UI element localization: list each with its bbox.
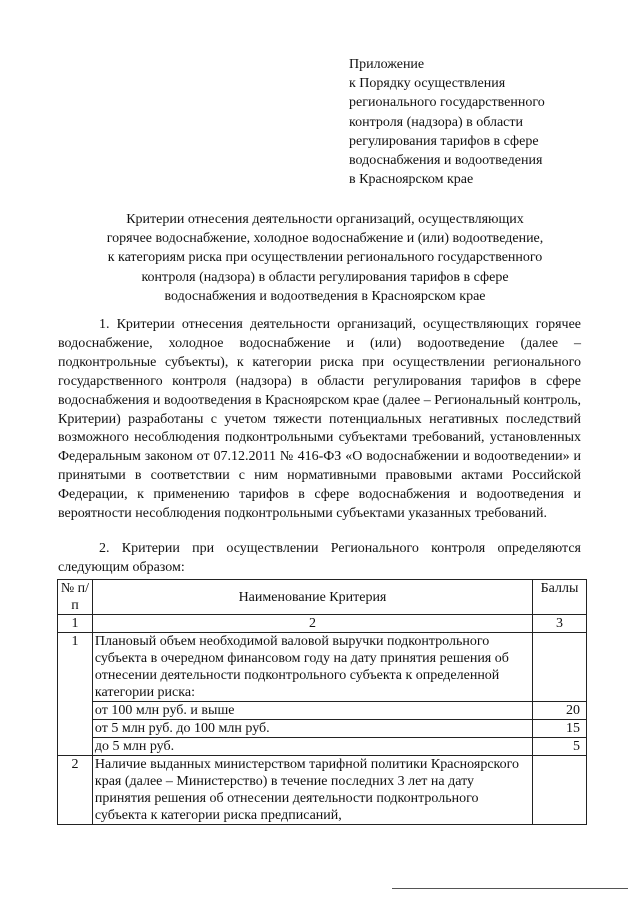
row1-num: 1	[58, 633, 93, 756]
row2-text: Наличие выданных министерством тарифной политики Красноярского края (далее – Министерство) в течение последних 3 лет на дату принятия решения об отнесении деятельности подконтрольного субъекта к категории риска предписаний,	[92, 756, 532, 825]
title-line: водоснабжения и водоотведения в Красноярском крае	[164, 288, 486, 304]
row1-text: Плановый объем необходимой валовой выручки подконтрольного субъекта в очередном финансовом году на дату принятия решения об отнесении деятельности подконтрольного субъекта к определенной категории риска:	[92, 633, 532, 702]
paragraph-2-text: 2. Критерии при осуществлении Регионального контроля определяются следующим образом:	[58, 541, 581, 575]
appendix-note	[349, 55, 609, 189]
title-line: контроля (надзора) в области регулирования тарифов в сфере	[141, 269, 509, 285]
header-num: № п/п	[58, 580, 93, 615]
appendix-line: Приложение	[349, 57, 425, 72]
appendix-line: водоснабжения и водоотведения	[349, 153, 543, 169]
header-name: Наименование Критерия	[92, 580, 532, 615]
row2-num: 2	[58, 756, 93, 825]
appendix-line: регионального государственного	[349, 95, 545, 111]
row1-option-score: 15	[533, 720, 587, 738]
row1-option-score: 20	[533, 702, 587, 720]
row1-score-empty	[533, 633, 587, 702]
index-score: 3	[533, 615, 587, 633]
table-row	[58, 756, 587, 825]
title-line: к категориям риска при осуществлении регионального государственного	[107, 250, 543, 266]
table-row	[58, 633, 587, 702]
row1-option-label: от 100 млн руб. и выше	[92, 702, 532, 720]
title-line: горячее водоснабжение, холодное водоснабжение и (или) водоотведение,	[106, 231, 544, 247]
document-title	[60, 210, 590, 306]
table-header-row	[58, 580, 587, 615]
header-score: Баллы	[533, 580, 587, 615]
appendix-line: в Красноярском крае	[349, 172, 474, 188]
scan-edge-line	[392, 888, 628, 889]
row2-score-empty	[533, 756, 587, 825]
index-num: 1	[58, 615, 93, 633]
paragraph-2	[58, 540, 581, 578]
criteria-table	[57, 579, 587, 825]
appendix-line: регулирования тарифов в сфере	[349, 133, 539, 149]
table-index-row	[58, 615, 587, 633]
table-subrow	[58, 702, 587, 720]
paragraph-1	[58, 316, 581, 524]
row1-option-score: 5	[533, 738, 587, 756]
table-subrow	[58, 738, 587, 756]
row1-option-label: от 5 млн руб. до 100 млн руб.	[92, 720, 532, 738]
row1-option-label: до 5 млн руб.	[92, 738, 532, 756]
appendix-line: к Порядку осуществления	[349, 76, 506, 92]
paragraph-1-text: 1. Критерии отнесения деятельности организаций, осуществляющих горячее водоснабжение, холодное водоснабжение и (или) водоотведение (далее – подконтрольные субъекты), к категории риска при осуществлении регионального государственного контроля (надзора) в области регулирования тарифов в сфере водоснабжения и водоотведения в Красноярском крае (далее – Региональный контроль, Критерии) разработаны с учетом тяжести потенциальных негативных последствий возможного несоблюдения подконтрольными субъектами требований, установленных Федеральным законом от 07.12.2011 № 416-ФЗ «О водоснабжении и водоотведении» и принятыми в соответствии с ним нормативными правовыми актами Российской Федерации, к применению тарифов в сфере водоснабжения и водоотведения и вероятности несоблюдения подконтрольными субъектами указанных требований.	[58, 317, 581, 522]
title-line: Критерии отнесения деятельности организаций, осуществляющих	[126, 212, 524, 227]
appendix-line: контроля (надзора) в области	[349, 114, 524, 130]
index-name: 2	[92, 615, 532, 633]
table-subrow	[58, 720, 587, 738]
